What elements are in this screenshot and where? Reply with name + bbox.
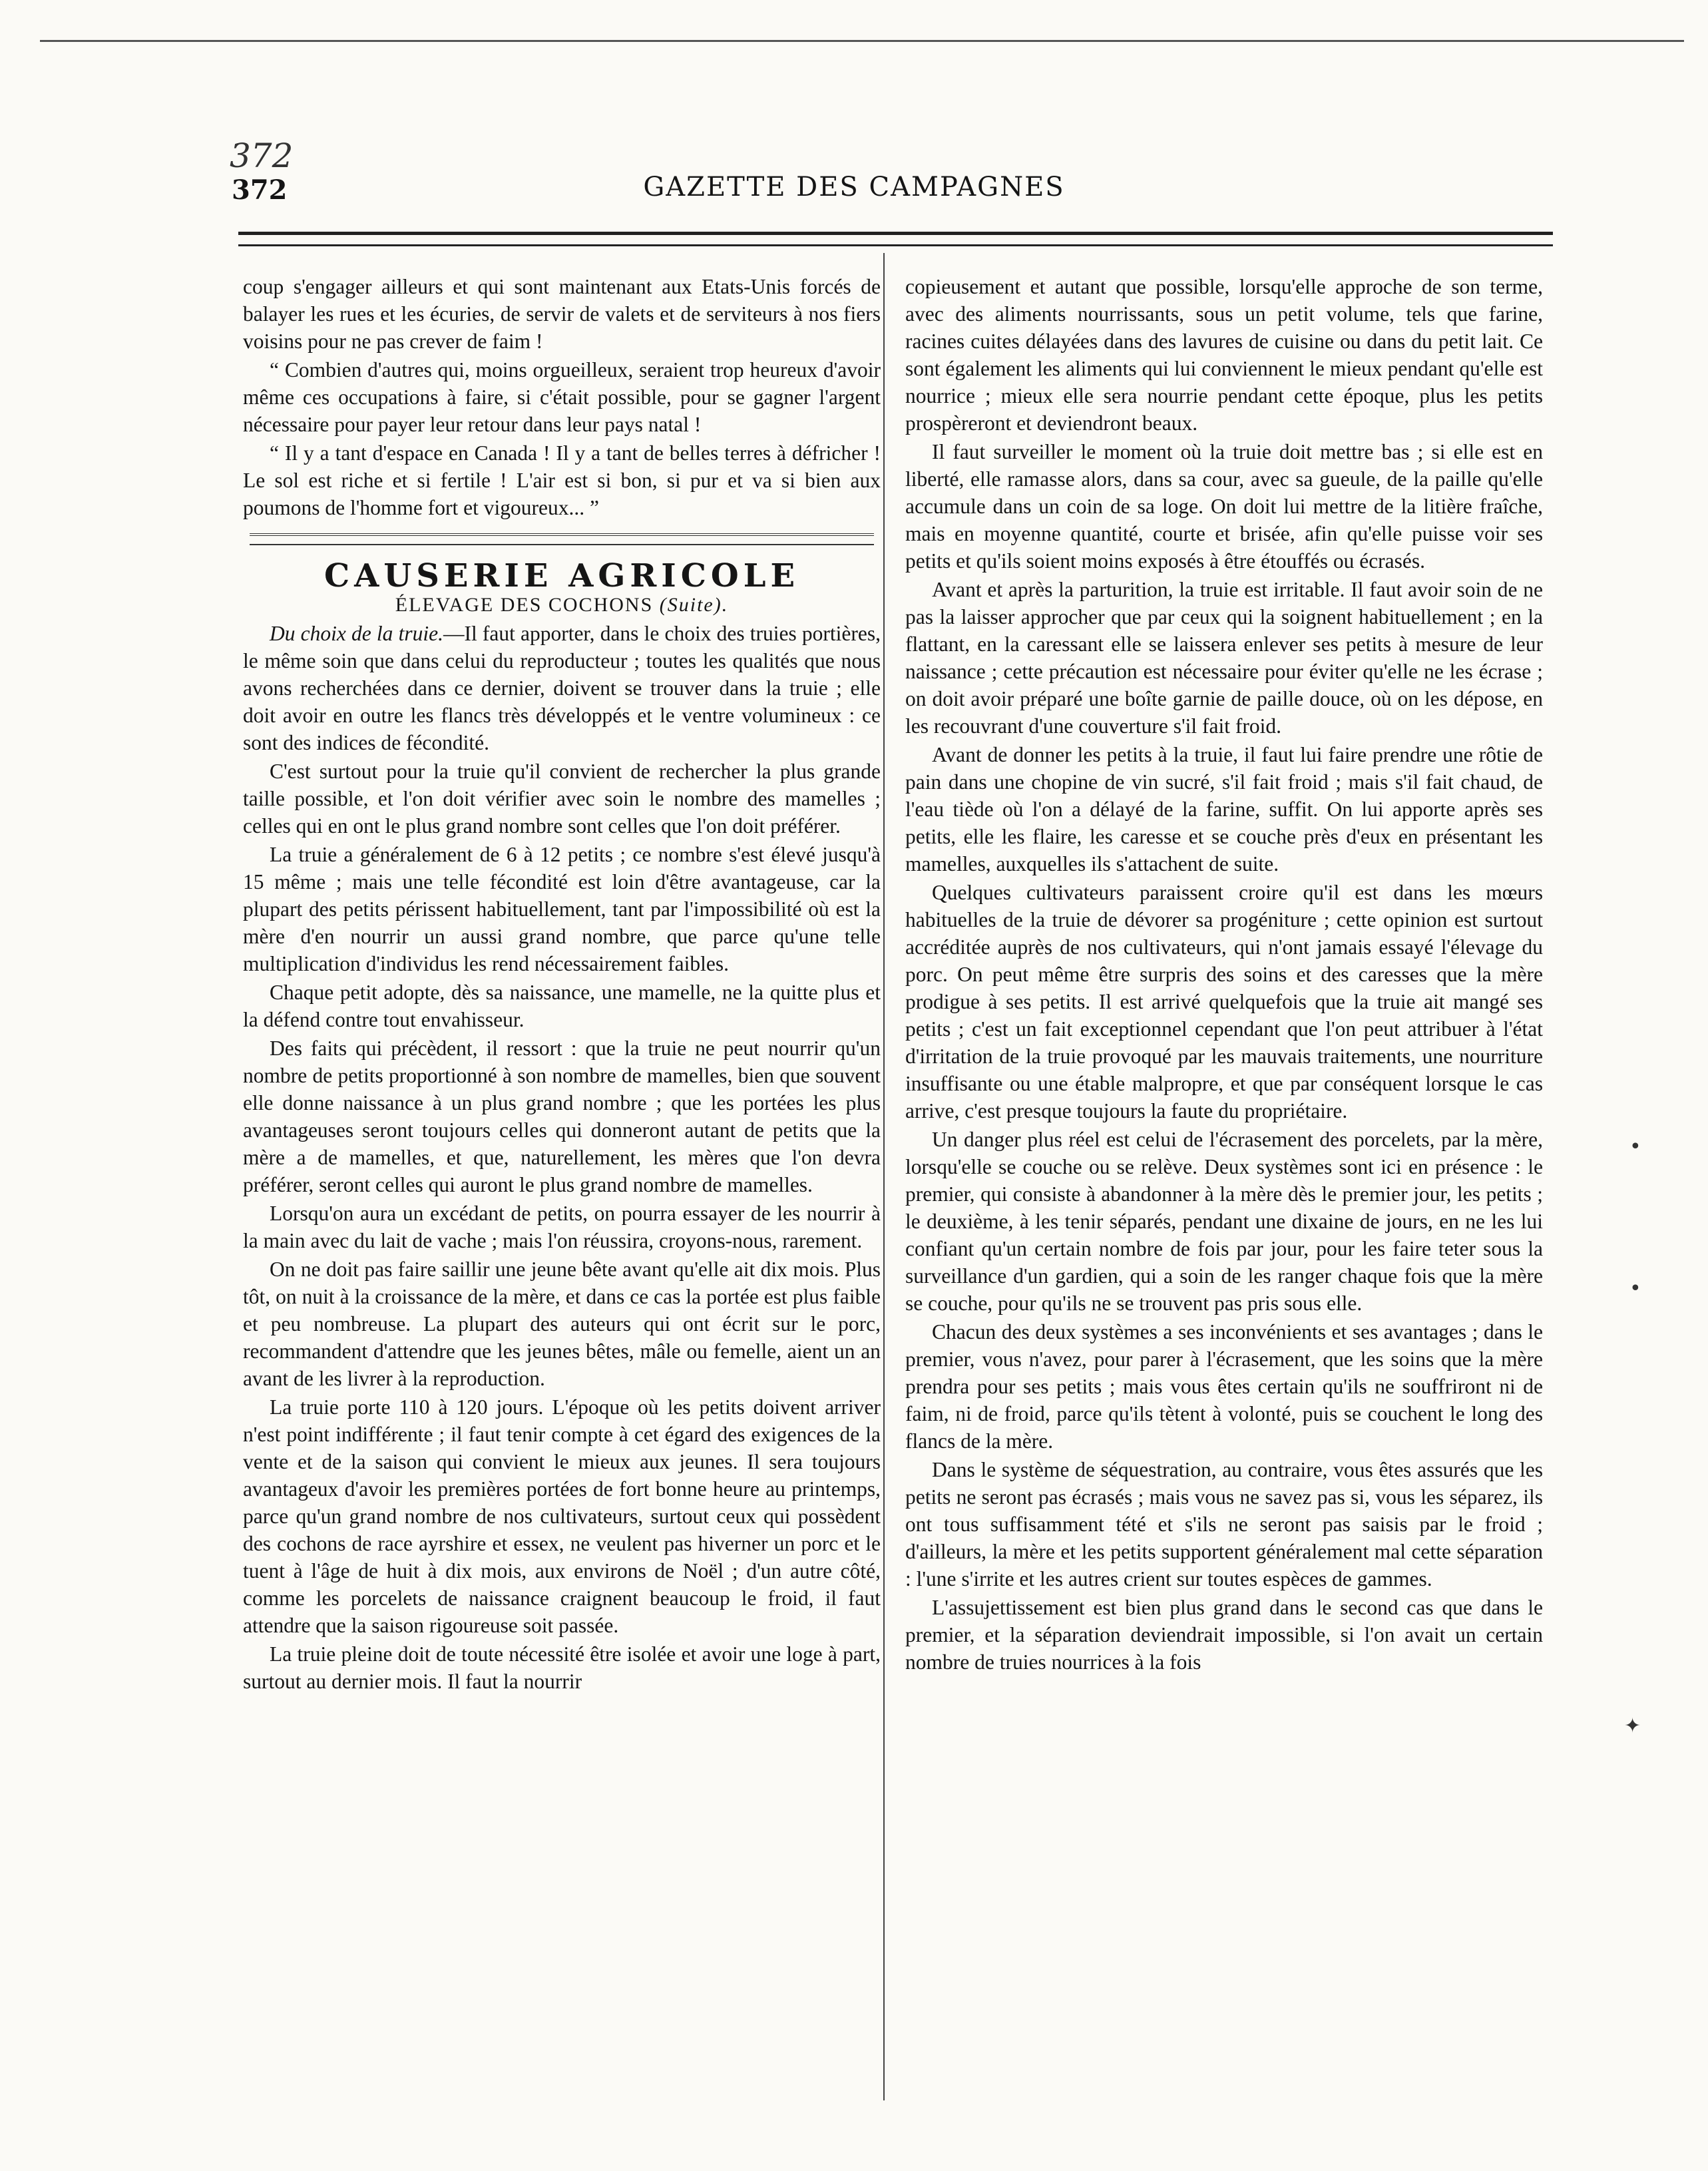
paragraph: La truie pleine doit de toute nécessité être isolée et avoir une loge à part, surtout au dernier mois. Il faut la nourrir <box>243 1642 881 1693</box>
paragraph: La truie porte 110 à 120 jours. L'époque où les petits doivent arriver n'est point indifférente ; il faut tenir compte à cet égard des exigences de la vente et de la saison qui convient le mieux aux jeunes. Il sera toujours avantageux d'avoir les premières portées de fort bonne heure au printemps, parce qu'un grand nombre de nos cultivateurs, surtout ceux qui possèdent des cochons de race ayrshire et essex, ne veulent pas hiverner un porc et le tuent à l'âge de huit à dix mois, aux environs de Noël ; d'un autre côté, comme les porcelets de naissance craignent beaucoup le froid, il faut attendre que la saison rigoureuse soit passée. <box>243 1395 881 1637</box>
paragraph: Quelques cultivateurs paraissent croire qu'il est dans les mœurs habituelles de la truie de dévorer sa progéniture ; cette opinion est surtout accréditée auprès de nos cultivateurs, qui n'ont jamais essayé l'élevage du porc. On peut même être surpris des soins et des caresses que la mère prodigue à ses petits. Il est arrivé quelquefois que la truie ait mangé ses petits ; c'est un fait exceptionnel cependant que l'on peut attribuer à l'état d'irritation de la truie provoqué par les mauvais traitements, une nourriture insuffisante ou une étable malpropre, et que par conséquent lorsque le cas arrive, c'est presque toujours la faute du propriétaire. <box>905 881 1543 1122</box>
paragraph: On ne doit pas faire saillir une jeune bête avant qu'elle ait dix mois. Plus tôt, on nuit à la croissance de la mère, et dans ce cas la portée est plus faible et peu nombreuse. La plupart des auteurs qui ont écrit sur le porc, recommandent d'attendre que les jeunes bêtes, mâle ou femelle, aient un an avant de les livrer à la reproduction. <box>243 1258 881 1390</box>
paragraph: L'assujettissement est bien plus grand dans le second cas que dans le premier, et la séparation deviendrait impossible, si l'on avait un certain nombre de truies nourrices à la fois <box>905 1596 1543 1674</box>
paragraph: Un danger plus réel est celui de l'écrasement des porcelets, par la mère, lorsqu'elle se couche ou se relève. Deux systèmes sont ici en présence : le premier, qui consiste à abandonner à la mère dès le premier jour, les petits ; le deuxième, à les tenir séparés, pendant une dixaine de jours, en ne les lui confiant qu'un certain nombre de fois par jour, pour les faire teter sous la surveillance d'un gardien, qui a soin de les ranger chaque fois que la mère se couche, pour qu'ils ne se trouvent pas pris sous elle. <box>905 1128 1543 1315</box>
margin-dot-icon: • <box>1629 1135 1641 1158</box>
header-rule <box>238 232 1553 246</box>
paragraph: Avant de donner les petits à la truie, il faut lui faire prendre une rôtie de pain dans une chopine de vin sucré, s'il fait froid ; mais s'il fait chaud, de l'eau tiède où l'on a délayé de la farine, suffit. On lui apporte après ses petits, elle les flaire, les caresse et se couche près d'eux en présentant les mamelles, auxquelles ils s'attachent de suite. <box>905 743 1543 875</box>
section-divider <box>250 533 874 545</box>
page-number: 372 <box>232 174 288 206</box>
subtitle-suite: (Suite). <box>659 594 729 616</box>
left-column <box>243 273 881 1695</box>
paragraph: Des faits qui précèdent, il ressort : que la truie ne peut nourrir qu'un nombre de petits proportionné à son nombre de mamelles, bien que souvent elle donne naissance à un plus grand nombre ; que les portées les plus avantageuses seront toujours celles qui donneront autant de petits que la mère a de mamelles, et que, naturellement, les mères que l'on devra préférer, seront celles qui auront le plus grand nombre de mamelles. <box>243 1037 881 1196</box>
paragraph-lead: Du choix de la truie. <box>270 622 443 645</box>
paragraph: “ Il y a tant d'espace en Canada ! Il y a tant de belles terres à défricher ! Le sol est riche et si fertile ! L'air est si bon, si pur et va si bien aux poumons de l'homme fort et vigoureux... ” <box>243 441 881 519</box>
paragraph <box>243 620 881 756</box>
paragraph: Lorsqu'on aura un excédant de petits, on pourra essayer de les nourrir à la main avec du lait de vache ; mais l'on réussira, croyons-nous, rarement. <box>243 1202 881 1252</box>
paragraph-body: —Il faut apporter, dans le choix des truies portières, le même soin que dans celui du reproducteur ; toutes les qualités que nous avons recherchées dans ce dernier, doivent se trouver dans la truie ; elle doit avoir en outre les flancs très développés et le ventre volumineux : ce sont des indices de fécondité. <box>243 622 881 754</box>
paragraph: Il faut surveiller le moment où la truie doit mettre bas ; si elle est en liberté, elle ramasse alors, dans sa cour, avec sa gueule, de la paille qu'elle accumule dans un coin de sa loge. On doit lui mettre de la litière fraîche, mais en moyenne quantité, courte et brisée, afin qu'elle puisse voir ses petits et qu'ils soient moins exposés à être étouffés ou écrasés. <box>905 440 1543 573</box>
subtitle-text: ÉLEVAGE DES COCHONS <box>395 594 654 616</box>
paragraph: Chaque petit adopte, dès sa naissance, une mamelle, ne la quitte plus et la défend contre tout envahisseur. <box>243 981 881 1031</box>
paragraph: Avant et après la parturition, la truie est irritable. Il faut avoir soin de ne pas la laisser approcher que par ceux qui la soignent habituellement ; en la flattant, en la caressant elle se laissera enlever ses petits à mesure de leur naissance ; cette précaution est nécessaire pour éviter qu'elle ne les écrase ; on doit avoir préparé une boîte garnie de paille douce, où on les dépose, en les recouvrant d'une couverture s'il fait froid. <box>905 578 1543 738</box>
running-title: GAZETTE DES CAMPAGNES <box>643 172 1065 202</box>
paragraph: “ Combien d'autres qui, moins orgueilleux, seraient trop heureux d'avoir même ces occupations à faire, si c'était possible, pour se gagner l'argent nécessaire pour payer leur retour dans leur pays natal ! <box>243 358 881 436</box>
right-column <box>905 273 1543 1676</box>
paragraph: copieusement et autant que possible, lorsqu'elle approche de son terme, avec des aliments nourrissants, sous un petit volume, tels que farine, racines cuites délayées dans des lavures de cuisine ou dans du petit lait. Ce sont également les aliments qui lui conviennent le mieux pendant qu'elle est nourrice ; mieux elle sera nourrie pendant cette époque, plus les petits prospèreront et deviendront beaux. <box>905 275 1543 435</box>
column-divider <box>883 253 885 2100</box>
margin-star-icon: ✦ <box>1624 1714 1641 1738</box>
margin-dot-icon: • <box>1629 1277 1641 1300</box>
scan-top-edge <box>40 40 1684 42</box>
handwritten-page-number: 372 <box>230 136 294 175</box>
section-subtitle <box>243 591 881 618</box>
paragraph: La truie a généralement de 6 à 12 petits ; ce nombre s'est élevé jusqu'à 15 même ; mais une telle fécondité est loin d'être avantageuse, car la plupart des petits périssent habituellement, tant par l'impossibilité où est la mère d'en nourrir un aussi grand nombre, que parce qu'une telle multiplication d'individus les rend nécessairement faibles. <box>243 843 881 975</box>
section-title: CAUSERIE AGRICOLE <box>323 557 800 595</box>
paragraph: C'est surtout pour la truie qu'il convient de rechercher la plus grande taille possible, et l'on doit vérifier avec soin le nombre des mamelles ; celles qui en ont le plus grand nombre sont celles que l'on doit préférer. <box>243 760 881 838</box>
paragraph: Chacun des deux systèmes a ses inconvénients et ses avantages ; dans le premier, vous n'avez, pour parer à l'écrasement, que les soins que la mère prendra pour ses petits ; mais vous êtes certain qu'ils ne souffriront ni de faim, ni de froid, parce qu'ils tètent à volonté, puis se couchent le long des flancs de la mère. <box>905 1320 1543 1453</box>
paragraph: Dans le système de séquestration, au contraire, vous êtes assurés que les petits ne seront pas écrasés ; mais vous ne savez pas si, vous les séparez, ils ont tous suffisamment tété et s'ils ne seront pas saisis par le froid ; d'ailleurs, la mère et les petits supportent généralement mal cette séparation : l'une s'irrite et les autres crient sur toutes espèces de gammes. <box>905 1458 1543 1590</box>
paragraph: coup s'engager ailleurs et qui sont maintenant aux Etats-Unis forcés de balayer les rues et les écuries, de servir de valets et de serviteurs à nos fiers voisins pour ne pas crever de faim ! <box>243 275 881 353</box>
